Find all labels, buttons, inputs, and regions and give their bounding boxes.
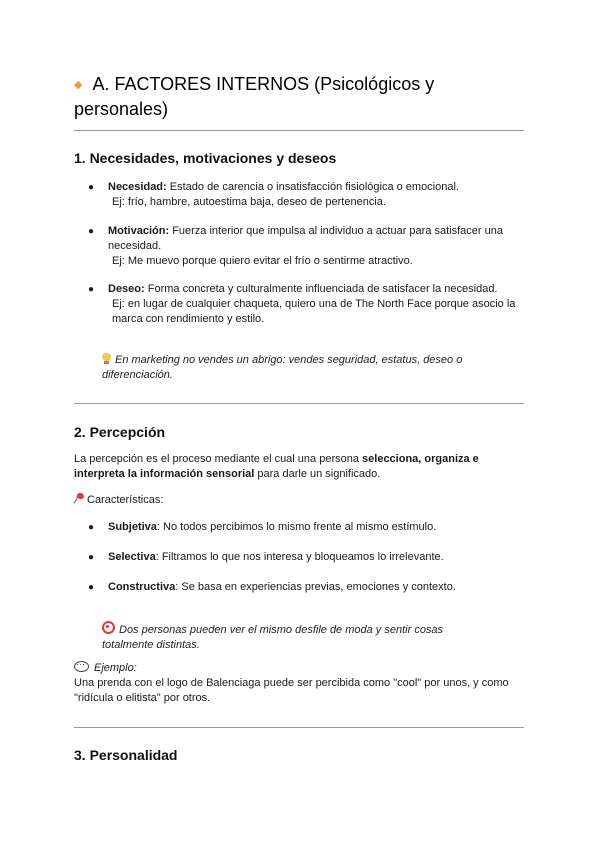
bullet-dot: ● [88,552,95,563]
example-text: Ej: frío, hambre, autoestima baja, deseo de pertenencia. [112,196,386,208]
pushpin-icon [74,494,87,506]
term-description: : No todos percibimos lo mismo frente al mismo estímulo. [156,521,437,533]
term-description: Estado de carencia o insatisfacción fisiológica o emocional. [169,181,459,193]
term: Constructiva [108,581,176,593]
term-description: Fuerza interior que impulsa al individuo a actuar para satisfacer una necesidad. [108,225,503,252]
section-heading: 1. Necesidades, motivaciones y deseos [74,150,337,166]
target-icon [102,624,115,636]
section-heading: 2. Percepción [74,424,166,440]
term: Subjetiva [108,521,157,533]
diamond-icon: ◆ [74,79,83,91]
example-text: Ej: Me muevo porque quiero evitar el frío o sentirme atractivo. [112,255,413,267]
bullet-dot: ● [88,522,95,533]
bullet-dot: ● [88,226,95,237]
highlight-note: Dos personas pueden ver el mismo desfile de moda y sentir cosas totalmente distintas. [102,621,462,653]
list-item [88,180,524,210]
characteristics-label: Características: [74,493,524,508]
section-heading: 3. Personalidad [74,747,178,763]
divider [74,403,524,404]
term-description: : Se basa en experiencias previas, emociones y contexto. [175,581,456,593]
term: Necesidad: [108,181,167,193]
example-text: Una prenda con el logo de Balenciaga puede ser percibida como "cool" por unos, y como "ridícula o elitista" por otros. [74,677,509,704]
divider [74,130,524,131]
term-description: : Filtramos lo que nos interesa y bloqueamos lo irrelevante. [155,551,444,563]
term: Selectiva [108,551,156,563]
lightbulb-icon [102,354,111,366]
page-title: ◆ A. FACTORES INTERNOS (Psicológicos y personales) [74,74,435,119]
list-item [88,224,524,269]
tip-note: En marketing no vendes un abrigo: vendes seguridad, estatus, deseo o diferenciación. [102,354,463,381]
section-intro: La percepción es el proceso mediante el cual una persona selecciona, organiza e interpreta la información sensorial para darle un significado. [74,453,479,480]
term: Motivación: [108,225,170,237]
term: Deseo: [108,283,145,295]
term-description: Forma concreta y culturalmente influenciada de satisfacer la necesidad. [147,283,498,295]
list-item [88,580,524,595]
list-item [88,282,524,327]
list-item [88,520,524,535]
example-text: Ej: en lugar de cualquier chaqueta, quiero una de The North Face porque asocio la marca con rendimiento y estilo. [112,298,516,325]
speech-bubble-icon [74,662,94,674]
bullet-dot: ● [88,582,95,593]
divider [74,727,524,728]
example-label: ···Ejemplo: [74,661,524,676]
list-item [88,550,524,565]
bullet-dot: ● [88,284,95,295]
bullet-dot: ● [88,182,95,193]
